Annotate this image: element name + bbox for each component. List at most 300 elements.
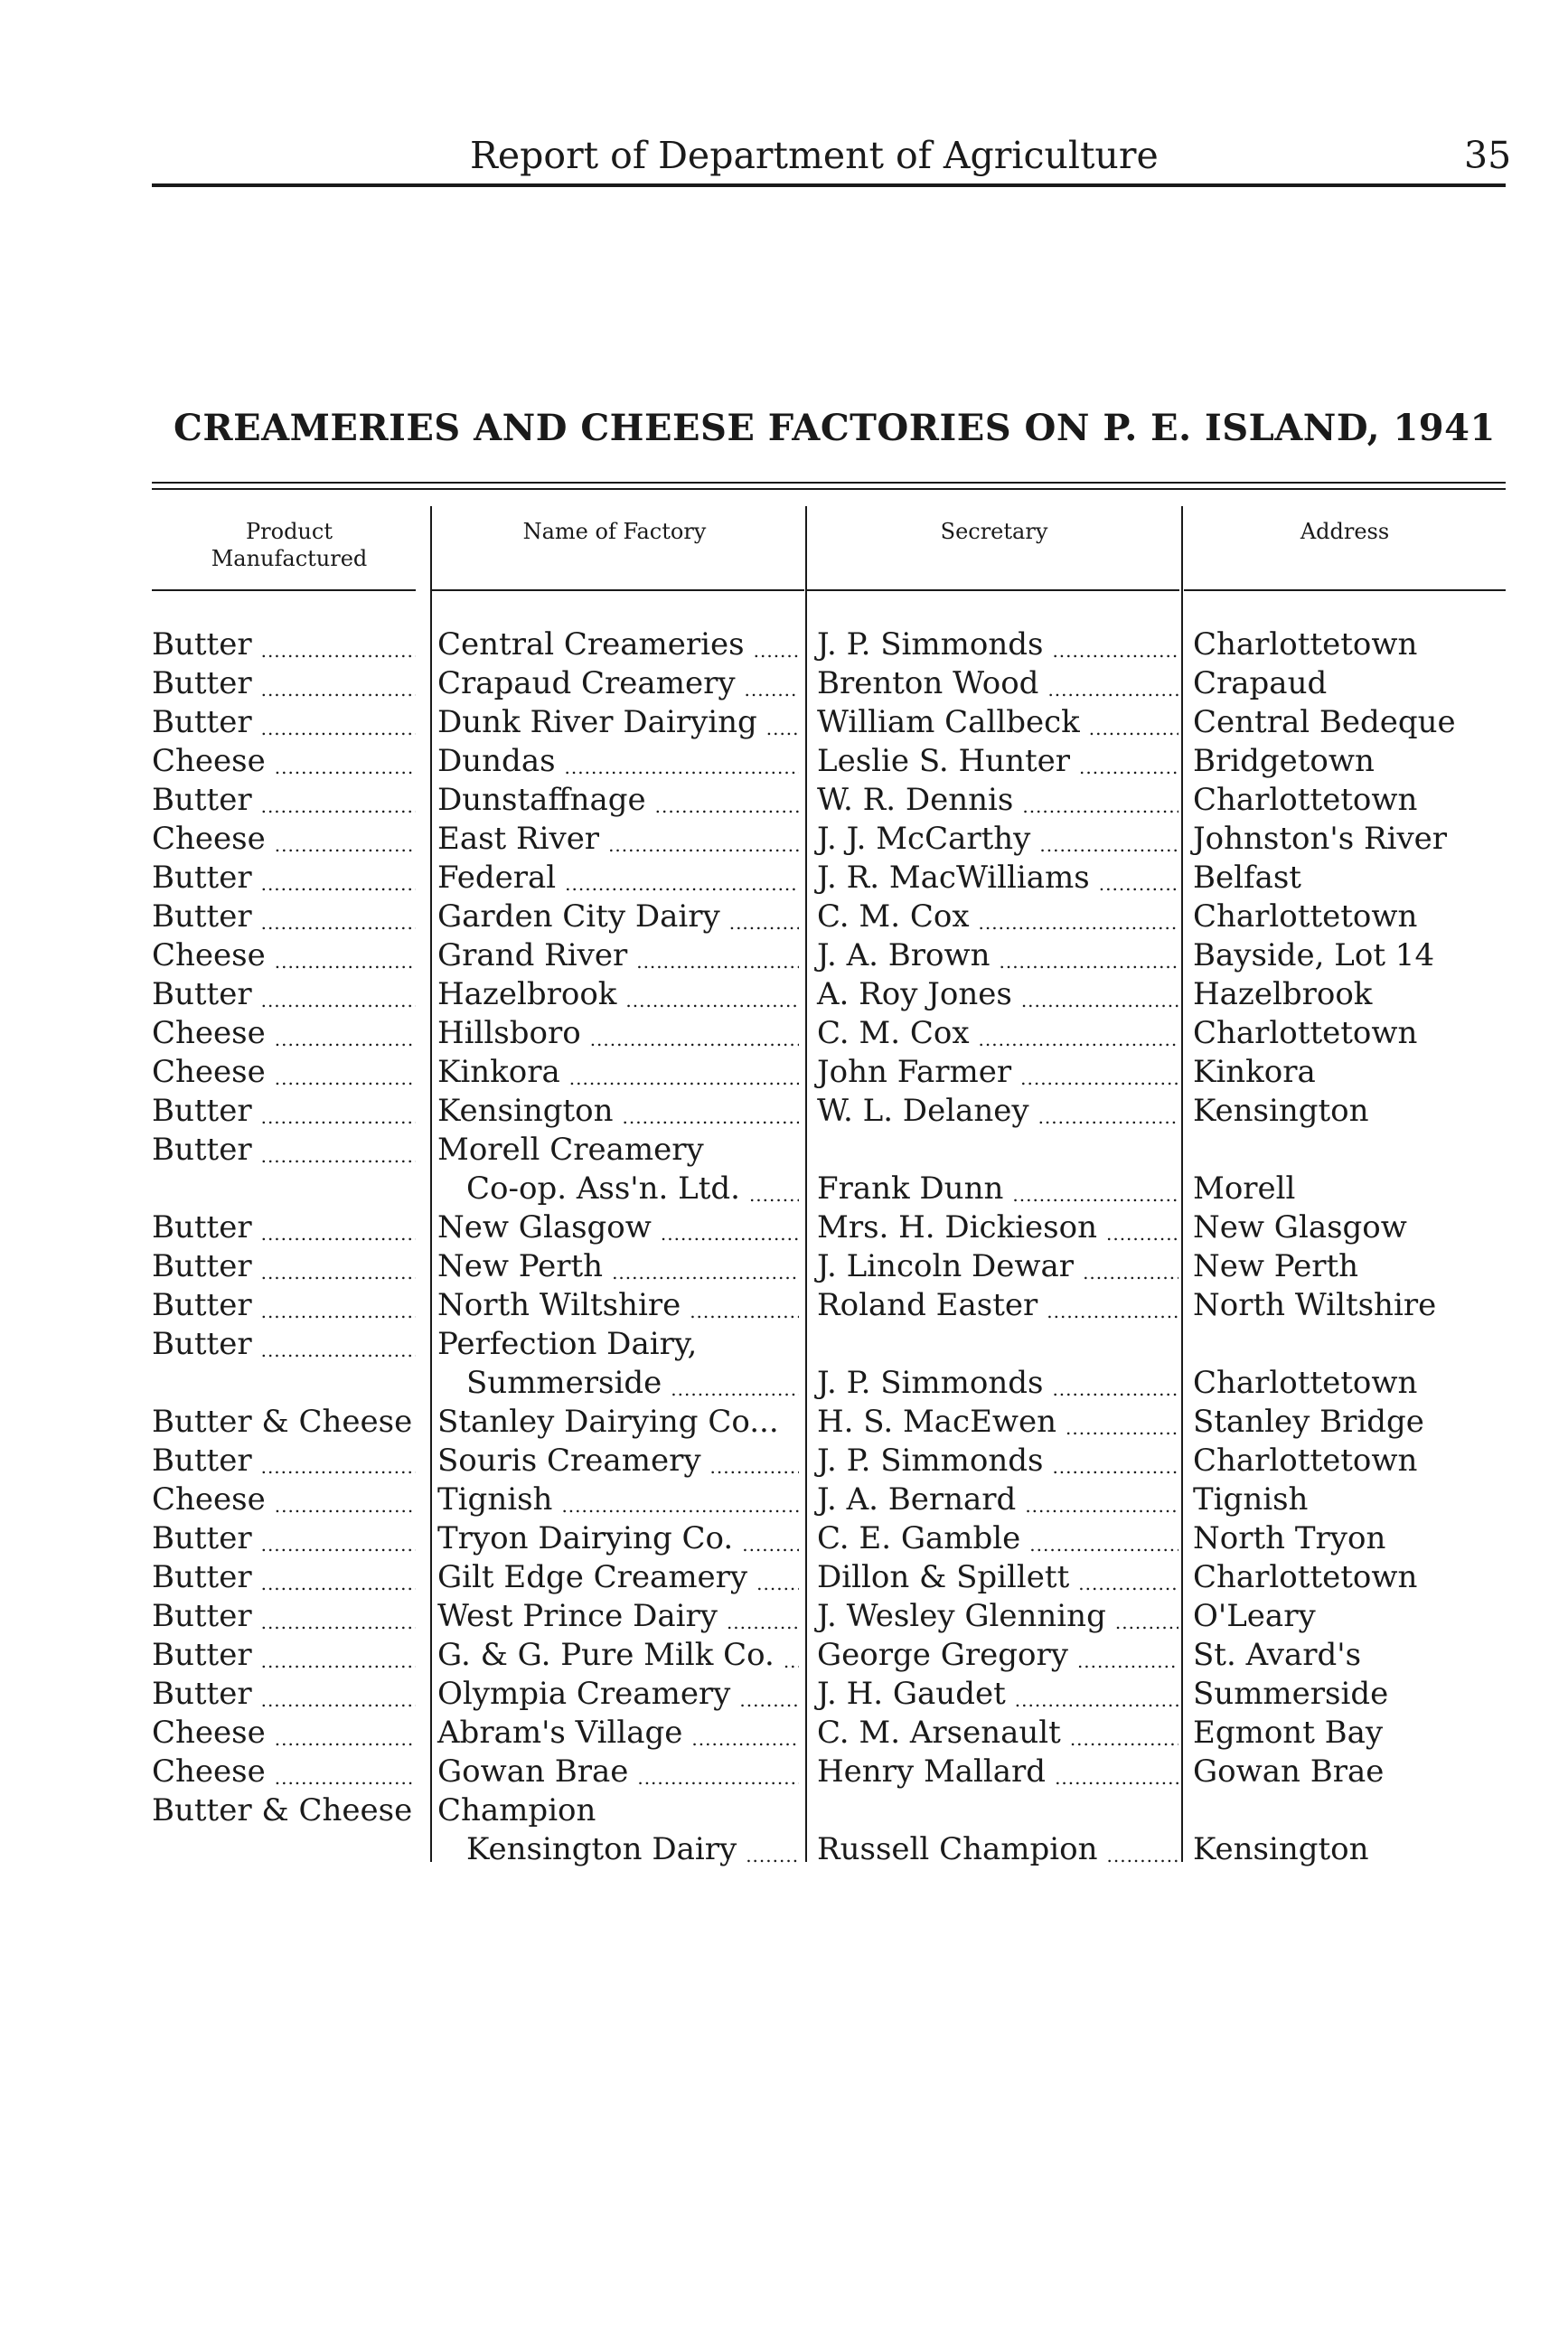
dot-leader <box>1020 1065 1178 1092</box>
dot-leader <box>1070 1725 1178 1753</box>
table-cell-factory <box>437 1131 799 1170</box>
dot-leader <box>1038 1104 1178 1131</box>
table-cell-address <box>1193 1092 1506 1131</box>
dot-leader <box>661 1220 799 1247</box>
dot-leader <box>979 909 1178 936</box>
table-cell-product <box>152 1480 416 1519</box>
table-cell-secretary-text: Dillon & Spillett <box>817 1559 1070 1595</box>
column-header-product-line2: Manufactured <box>211 546 368 571</box>
table-cell-factory-text: New Glasgow <box>437 1209 652 1246</box>
table-cell-product-text: Butter <box>152 1326 252 1362</box>
column-header-product-line1: Product <box>246 519 333 544</box>
table-cell-product <box>152 1558 416 1597</box>
dot-leader <box>565 870 799 898</box>
table-cell-secretary <box>817 1597 1178 1636</box>
table-cell-factory <box>437 1480 799 1519</box>
dot-leader <box>1021 987 1178 1014</box>
dot-leader <box>784 1648 799 1675</box>
table-cell-secretary-text: J. Wesley Glenning <box>817 1598 1106 1634</box>
dot-leader <box>1089 715 1178 742</box>
dot-leader <box>1083 1259 1178 1286</box>
table-cell-secretary-text: Frank Dunn <box>817 1170 1004 1207</box>
dot-leader <box>754 637 799 664</box>
dot-leader <box>1012 1181 1178 1208</box>
dot-leader <box>1055 1764 1178 1791</box>
table-cell-product-text: Butter <box>152 898 252 935</box>
table-cell-secretary <box>817 898 1178 936</box>
table-cell-secretary <box>817 1519 1178 1558</box>
dot-leader <box>275 1725 416 1753</box>
table-cell-secretary-text: J. P. Simmonds <box>817 626 1044 663</box>
dot-leader <box>1066 1415 1178 1442</box>
table-cell-factory <box>437 781 799 820</box>
table-cell-product <box>152 1675 416 1714</box>
table-cell-product <box>152 1131 416 1170</box>
table-cell-address <box>1193 898 1506 936</box>
table-cell-address-text: Central Bedeque <box>1193 704 1456 740</box>
table-cell-factory <box>437 703 799 742</box>
table-cell-product <box>152 742 416 781</box>
table-cell-factory <box>437 742 799 781</box>
dot-leader <box>710 1453 799 1480</box>
dot-leader <box>999 948 1178 975</box>
table-cell-address-text: Charlottetown <box>1193 1015 1418 1051</box>
table-cell-address <box>1193 1053 1506 1092</box>
table-cell-factory-text: Tryon Dairying Co. <box>437 1520 734 1556</box>
table-cell-product-text: Butter <box>152 1443 252 1479</box>
table-cell-product <box>152 1325 416 1364</box>
table-cell-factory <box>437 820 799 859</box>
dot-leader <box>1052 1376 1178 1403</box>
dot-leader <box>756 1570 799 1597</box>
dot-leader <box>745 676 799 703</box>
table-cell-factory <box>437 1675 799 1714</box>
table-cell-factory <box>437 1208 799 1247</box>
table-cell-secretary <box>817 1753 1178 1791</box>
table-cell-product-text: Cheese <box>152 937 266 973</box>
dot-leader <box>729 909 799 936</box>
table-cell-factory <box>437 1014 799 1053</box>
table-cell-product-text: Butter <box>152 1209 252 1246</box>
dot-leader <box>275 1764 416 1791</box>
dot-leader <box>261 1609 416 1636</box>
table-cell-address-text: Charlottetown <box>1193 1443 1418 1479</box>
table-cell-factory-text: Gilt Edge Creamery <box>437 1559 748 1595</box>
table-cell-address-text: Tignish <box>1193 1481 1309 1518</box>
table-cell-factory <box>437 1714 799 1753</box>
table-cell-secretary <box>817 936 1178 975</box>
table-cell-secretary-text: Mrs. H. Dickieson <box>817 1209 1097 1246</box>
dot-leader <box>1029 1531 1178 1558</box>
dot-leader <box>1015 1687 1178 1714</box>
table-cell-product <box>152 1714 416 1753</box>
table-top-rule <box>152 482 1506 484</box>
table-cell-product <box>152 1597 416 1636</box>
table-cell-secretary-text: Leslie S. Hunter <box>817 743 1071 779</box>
column-header-factory: Name of Factory <box>522 519 707 544</box>
table-cell-factory-text: Gowan Brae <box>437 1753 629 1790</box>
dot-leader <box>690 1298 799 1325</box>
table-cell-factory-continued-text: Co-op. Ass'n. Ltd. <box>466 1170 740 1207</box>
page-title: CREAMERIES AND CHEESE FACTORIES ON P. E. ISLAND, 1941 <box>174 407 1496 449</box>
table-cell-address-text: Charlottetown <box>1193 626 1418 663</box>
table-cell-secretary <box>817 975 1178 1014</box>
dot-leader <box>1022 793 1178 820</box>
table-cell-address-text: Kinkora <box>1193 1054 1316 1090</box>
table-cell-address <box>1193 1208 1506 1247</box>
table-cell-product <box>152 1403 416 1442</box>
table-cell-address <box>1193 1830 1506 1869</box>
table-cell-product <box>152 975 416 1014</box>
table-cell-secretary <box>817 1208 1178 1247</box>
table-cell-secretary <box>817 742 1178 781</box>
table-cell-factory <box>437 936 799 975</box>
table-cell-secretary-text: J. P. Simmonds <box>817 1365 1044 1401</box>
table-cell-secretary-text: C. M. Arsenault <box>817 1715 1061 1751</box>
dot-leader <box>275 1065 416 1092</box>
dot-leader <box>1052 637 1178 664</box>
dot-leader <box>691 1725 799 1753</box>
dot-leader <box>1099 870 1178 898</box>
table-cell-factory-text: Stanley Dairying Co... <box>437 1404 779 1440</box>
table-cell-factory-text: Kinkora <box>437 1054 560 1090</box>
dot-leader <box>261 1104 416 1131</box>
table-cell-address-text: Bayside, Lot 14 <box>1193 937 1435 973</box>
table-cell-address-text: North Tryon <box>1193 1520 1386 1556</box>
table-cell-address-text: Hazelbrook <box>1193 976 1373 1012</box>
table-cell-secretary-text: J. A. Brown <box>817 937 991 973</box>
dot-leader <box>636 948 799 975</box>
table-cell-product <box>152 936 416 975</box>
table-cell-factory <box>437 898 799 936</box>
table-cell-factory-text: Kensington <box>437 1093 614 1129</box>
table-cell-secretary-text: C. M. Cox <box>817 1015 970 1051</box>
table-cell-secretary <box>817 1247 1178 1286</box>
table-cell-product <box>152 1442 416 1480</box>
table-cell-address <box>1193 1403 1506 1442</box>
dot-leader <box>727 1609 799 1636</box>
table-cell-factory-continued-text: Kensington Dairy <box>466 1831 737 1867</box>
table-cell-secretary <box>817 781 1178 820</box>
dot-leader <box>749 1181 799 1208</box>
table-cell-address <box>1193 1714 1506 1753</box>
dot-leader <box>261 793 416 820</box>
table-cell-factory-continued <box>437 1170 799 1208</box>
dot-leader <box>1052 1453 1178 1480</box>
dot-leader <box>1078 1570 1178 1597</box>
table-cell-secretary-text: A. Roy Jones <box>817 976 1012 1012</box>
table-cell-product <box>152 1791 416 1830</box>
table-cell-secretary <box>817 1014 1178 1053</box>
table-cell-address-text: Charlottetown <box>1193 1559 1418 1595</box>
table-cell-factory <box>437 1403 799 1442</box>
running-title: Report of Department of Agriculture <box>470 134 1159 177</box>
table-cell-address-text: North Wiltshire <box>1193 1287 1437 1323</box>
table-cell-product <box>152 625 416 664</box>
table-cell-secretary <box>817 625 1178 664</box>
table-cell-factory <box>437 1247 799 1286</box>
table-cell-secretary-text: H. S. MacEwen <box>817 1404 1057 1440</box>
table-cell-factory <box>437 1442 799 1480</box>
table-cell-secretary-text: C. E. Gamble <box>817 1520 1021 1556</box>
table-cell-secretary-text: W. L. Delaney <box>817 1093 1029 1129</box>
table-cell-secretary <box>817 1286 1178 1325</box>
table-cell-product-text: Cheese <box>152 1753 266 1790</box>
table-cell-product-text: Cheese <box>152 1481 266 1518</box>
table-cell-secretary <box>817 703 1178 742</box>
table-cell-address <box>1193 1442 1506 1480</box>
table-cell-address-text: Kensington <box>1193 1093 1369 1129</box>
table-cell-factory-text: Central Creameries <box>437 626 745 663</box>
table-cell-factory-text: Grand River <box>437 937 628 973</box>
dot-leader <box>1106 1220 1178 1247</box>
dot-leader <box>979 1026 1178 1053</box>
table-cell-address <box>1193 1636 1506 1675</box>
dot-leader <box>623 1104 799 1131</box>
dot-leader <box>637 1764 799 1791</box>
table-cell-address <box>1193 1286 1506 1325</box>
table-cell-product <box>152 1208 416 1247</box>
table-cell-product <box>152 1247 416 1286</box>
table-cell-product-text: Cheese <box>152 821 266 857</box>
table-cell-secretary-text: Brenton Wood <box>817 665 1039 701</box>
table-cell-factory <box>437 664 799 703</box>
table-cell-address-text: Morell <box>1193 1170 1296 1207</box>
table-cell-address-text: Crapaud <box>1193 665 1328 701</box>
table-cell-product-text: Butter <box>152 1520 252 1556</box>
table-cell-secretary <box>817 1480 1178 1519</box>
table-cell-secretary-text: J. Lincoln Dewar <box>817 1248 1075 1284</box>
table-cell-factory-text: Morell Creamery <box>437 1132 704 1168</box>
dot-leader <box>1047 676 1178 703</box>
dot-leader <box>261 1337 416 1364</box>
table-cell-product-text: Butter <box>152 1093 252 1129</box>
table-cell-factory-continued <box>437 1364 799 1403</box>
dot-leader <box>261 715 416 742</box>
table-cell-product <box>152 781 416 820</box>
table-cell-factory-text: Hillsboro <box>437 1015 581 1051</box>
table-cell-secretary-text: John Farmer <box>817 1054 1012 1090</box>
column-header-product <box>172 518 407 572</box>
table-cell-address-text: Gowan Brae <box>1193 1753 1385 1790</box>
column-divider <box>805 506 807 1862</box>
table-cell-factory <box>437 1286 799 1325</box>
table-cell-secretary-text: Henry Mallard <box>817 1753 1047 1790</box>
dot-leader <box>565 754 799 781</box>
dot-leader <box>261 1142 416 1170</box>
table-cell-secretary-text: J. H. Gaudet <box>817 1676 1006 1712</box>
table-cell-address-text: Charlottetown <box>1193 1365 1418 1401</box>
table-cell-product <box>152 1092 416 1131</box>
dot-leader <box>590 1026 799 1053</box>
dot-leader <box>261 1298 416 1325</box>
column-header-secretary: Secretary <box>940 519 1048 544</box>
table-cell-product-text: Butter <box>152 860 252 896</box>
table-cell-secretary <box>817 1830 1178 1869</box>
table-cell-secretary-text: Russell Champion <box>817 1831 1098 1867</box>
column-header-underline <box>1184 589 1506 591</box>
table-cell-factory-text: Perfection Dairy, <box>437 1326 698 1362</box>
dot-leader <box>1079 754 1178 781</box>
table-cell-product <box>152 1636 416 1675</box>
page-number: 35 <box>1464 134 1512 177</box>
dot-leader <box>739 1687 799 1714</box>
table-cell-secretary-text: J. J. McCarthy <box>817 821 1031 857</box>
table-cell-factory-text: North Wiltshire <box>437 1287 681 1323</box>
table-cell-product <box>152 898 416 936</box>
table-cell-product <box>152 703 416 742</box>
table-cell-address-text: New Perth <box>1193 1248 1359 1284</box>
dot-leader <box>655 793 799 820</box>
table-cell-address-text: Belfast <box>1193 860 1301 896</box>
table-cell-factory <box>437 1558 799 1597</box>
column-divider <box>430 506 432 1862</box>
table-cell-address <box>1193 1480 1506 1519</box>
table-cell-factory-text: Tignish <box>437 1481 553 1518</box>
table-cell-address-text: Charlottetown <box>1193 898 1418 935</box>
table-cell-address-text: Stanley Bridge <box>1193 1404 1424 1440</box>
dot-leader <box>625 987 799 1014</box>
table-cell-secretary <box>817 1558 1178 1597</box>
table-cell-secretary <box>817 1092 1178 1131</box>
table-cell-secretary <box>817 1053 1178 1092</box>
table-cell-address-text: Bridgetown <box>1193 743 1375 779</box>
table-cell-product <box>152 1286 416 1325</box>
table-cell-product-text: Butter <box>152 1559 252 1595</box>
table-cell-factory-text: Champion <box>437 1792 596 1828</box>
table-cell-factory <box>437 1597 799 1636</box>
table-cell-product <box>152 859 416 898</box>
dot-leader <box>766 715 799 742</box>
table-cell-product-text: Butter & Cheese <box>152 1404 413 1440</box>
table-cell-product-text: Butter <box>152 1248 252 1284</box>
dot-leader <box>1077 1648 1178 1675</box>
header-rule <box>152 183 1506 187</box>
table-cell-address <box>1193 703 1506 742</box>
table-cell-secretary <box>817 820 1178 859</box>
table-cell-factory <box>437 1519 799 1558</box>
table-cell-factory-text: Garden City Dairy <box>437 898 720 935</box>
table-cell-factory <box>437 1053 799 1092</box>
table-cell-secretary <box>817 859 1178 898</box>
table-cell-secretary <box>817 1442 1178 1480</box>
table-cell-factory <box>437 859 799 898</box>
dot-leader <box>1047 1298 1178 1325</box>
table-cell-secretary <box>817 1675 1178 1714</box>
dot-leader <box>261 909 416 936</box>
table-cell-address <box>1193 1247 1506 1286</box>
table-cell-product-text: Butter <box>152 665 252 701</box>
dot-leader <box>275 832 416 859</box>
table-cell-address-text: Kensington <box>1193 1831 1369 1867</box>
table-cell-address <box>1193 859 1506 898</box>
dot-leader <box>261 637 416 664</box>
column-header-underline <box>152 589 416 591</box>
table-cell-secretary-text: George Gregory <box>817 1637 1068 1673</box>
dot-leader <box>275 1492 416 1519</box>
table-cell-address <box>1193 1675 1506 1714</box>
table-cell-factory-continued-text: Summerside <box>466 1365 662 1401</box>
dot-leader <box>261 870 416 898</box>
table-cell-address <box>1193 625 1506 664</box>
table-cell-factory-text: Crapaud Creamery <box>437 665 736 701</box>
table-cell-secretary <box>817 1364 1178 1403</box>
table-cell-product-text: Butter <box>152 1598 252 1634</box>
dot-leader <box>275 754 416 781</box>
table-cell-address-text: New Glasgow <box>1193 1209 1407 1246</box>
table-cell-product-text: Butter <box>152 976 252 1012</box>
dot-leader <box>261 1531 416 1558</box>
dot-leader <box>261 676 416 703</box>
table-cell-address <box>1193 975 1506 1014</box>
table-cell-secretary-text: J. P. Simmonds <box>817 1443 1044 1479</box>
dot-leader <box>742 1531 799 1558</box>
table-cell-secretary-text: J. A. Bernard <box>817 1481 1017 1518</box>
table-cell-address <box>1193 1558 1506 1597</box>
table-cell-product <box>152 664 416 703</box>
table-cell-address <box>1193 1519 1506 1558</box>
table-cell-product-text: Cheese <box>152 743 266 779</box>
table-cell-address-text: Johnston's River <box>1193 821 1448 857</box>
table-cell-product-text: Butter <box>152 1287 252 1323</box>
table-cell-secretary-text: W. R. Dennis <box>817 782 1014 818</box>
dot-leader <box>1107 1842 1179 1869</box>
table-cell-address <box>1193 781 1506 820</box>
column-header-underline <box>432 589 804 591</box>
table-cell-address <box>1193 1753 1506 1791</box>
table-cell-product-text: Cheese <box>152 1054 266 1090</box>
table-cell-product-text: Butter & Cheese <box>152 1792 413 1828</box>
table-cell-product-text: Butter <box>152 1637 252 1673</box>
table-cell-factory <box>437 1753 799 1791</box>
table-cell-address-text: Egmont Bay <box>1193 1715 1384 1751</box>
table-cell-factory-text: East River <box>437 821 600 857</box>
table-cell-factory-text: Abram's Village <box>437 1715 683 1751</box>
table-cell-product-text: Butter <box>152 704 252 740</box>
dot-leader <box>261 987 416 1014</box>
table-cell-factory-text: G. & G. Pure Milk Co. <box>437 1637 775 1673</box>
table-cell-address <box>1193 820 1506 859</box>
table-cell-factory-text: Hazelbrook <box>437 976 617 1012</box>
dot-leader <box>275 948 416 975</box>
table-cell-secretary <box>817 1170 1178 1208</box>
table-cell-factory <box>437 1092 799 1131</box>
table-cell-factory-text: Federal <box>437 860 557 896</box>
table-cell-product-text: Butter <box>152 1132 252 1168</box>
dot-leader <box>746 1842 799 1869</box>
table-cell-secretary-text: Roland Easter <box>817 1287 1038 1323</box>
table-cell-secretary <box>817 1403 1178 1442</box>
table-cell-factory-continued <box>437 1830 799 1869</box>
table-cell-product <box>152 1014 416 1053</box>
table-cell-product <box>152 1519 416 1558</box>
dot-leader <box>261 1687 416 1714</box>
table-cell-address <box>1193 1364 1506 1403</box>
table-cell-factory <box>437 1791 799 1830</box>
table-cell-secretary-text: C. M. Cox <box>817 898 970 935</box>
table-cell-factory-text: West Prince Dairy <box>437 1598 718 1634</box>
table-cell-secretary <box>817 1636 1178 1675</box>
table-cell-factory-text: Dundas <box>437 743 556 779</box>
dot-leader <box>561 1492 799 1519</box>
table-cell-factory-text: Olympia Creamery <box>437 1676 731 1712</box>
table-cell-product <box>152 1753 416 1791</box>
table-cell-address <box>1193 664 1506 703</box>
table-cell-factory <box>437 975 799 1014</box>
dot-leader <box>671 1376 799 1403</box>
dot-leader <box>275 1026 416 1053</box>
table-cell-product-text: Cheese <box>152 1015 266 1051</box>
